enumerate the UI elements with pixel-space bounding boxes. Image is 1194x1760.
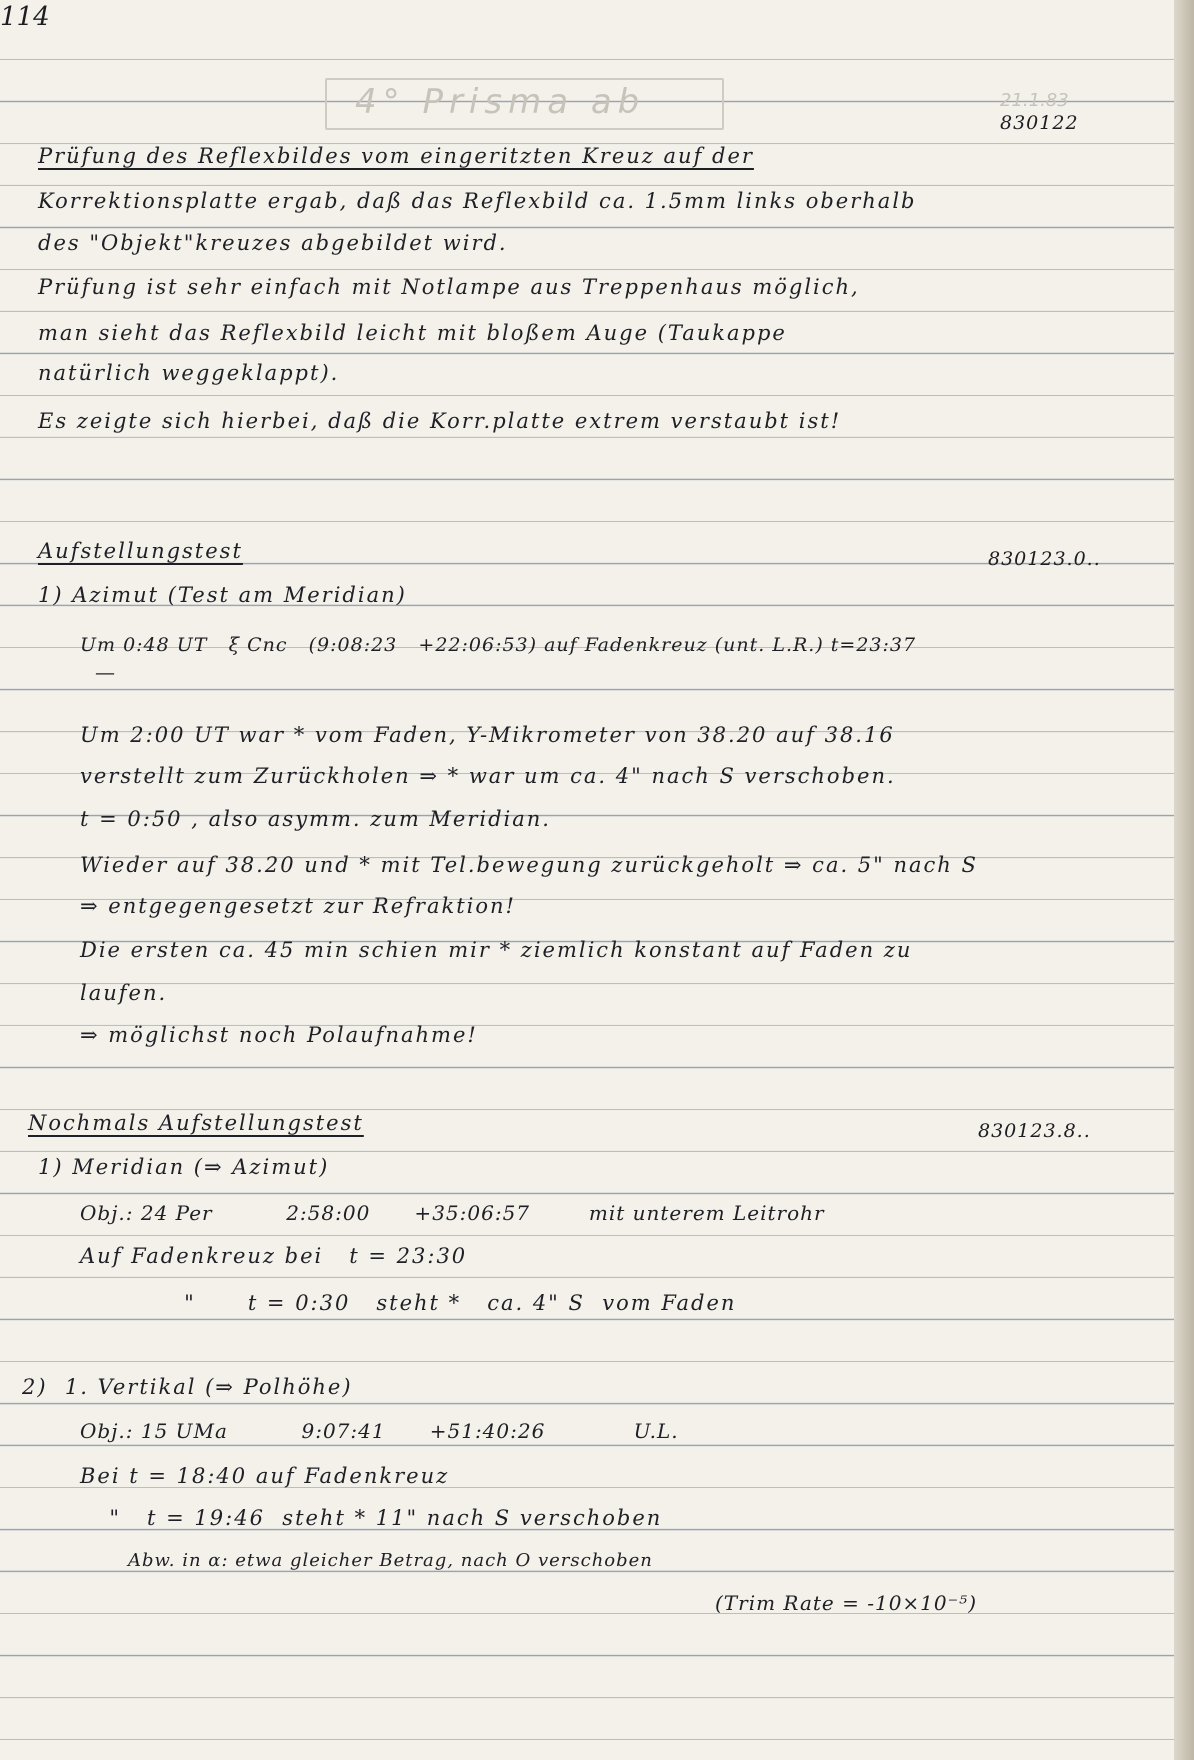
page-number: 114 <box>0 2 50 32</box>
entry3-line-3: Auf Fadenkreuz bei t = 23:30 <box>80 1244 468 1268</box>
entry1-line-4: Prüfung ist sehr einfach mit Notlampe aus Treppenhaus möglich, <box>38 275 860 299</box>
entry1-line-7: Es zeigte sich hierbei, daß die Korr.platte extrem verstaubt ist! <box>38 409 842 433</box>
entry2-line-2: Um 0:48 UT ξ Cnc (9:08:23 +22:06:53) auf Fadenkreuz (unt. L.R.) t=23:37 <box>80 634 917 656</box>
entry3-line-2: Obj.: 24 Per 2:58:00 +35:06:57 mit unterem Leitrohr <box>80 1201 825 1225</box>
margin-dash-mark: — <box>95 660 115 684</box>
entry2-line-4: verstellt zum Zurückholen ⇒ * war um ca. 4" nach S verschoben. <box>80 764 896 788</box>
entry2-heading: Aufstellungstest <box>38 539 243 563</box>
bleed-through-title: 4° Prisma ab <box>355 82 646 122</box>
entry3-line-5: 2) 1. Vertikal (⇒ Polhöhe) <box>22 1375 353 1399</box>
entry2-line-3: Um 2:00 UT war * vom Faden, Y-Mikrometer von 38.20 auf 38.16 <box>80 723 895 747</box>
entry3-line-4: " t = 0:30 steht * ca. 4" S vom Faden <box>80 1291 737 1315</box>
entry1-line-5: man sieht das Reflexbild leicht mit bloßem Auge (Taukappe <box>38 321 787 345</box>
entry2-date: 830123.0.. <box>988 548 1101 570</box>
page-binding-edge <box>1174 0 1194 1760</box>
entry3-line-6: Obj.: 15 UMa 9:07:41 +51:40:26 U.L. <box>80 1419 679 1443</box>
entry3-line-8: " t = 19:46 steht * 11" nach S verschoben <box>92 1506 663 1530</box>
entry3-date: 830123.8.. <box>978 1120 1091 1142</box>
entry1-line-3: des "Objekt"kreuzes abgebildet wird. <box>38 231 508 255</box>
entry3-line-10: (Trim Rate = -10×10⁻⁵) <box>715 1591 977 1615</box>
entry2-line-5: t = 0:50 , also asymm. zum Meridian. <box>80 807 551 831</box>
entry1-line-6: natürlich weggeklappt). <box>38 361 340 385</box>
entry3-line-9: Abw. in α: etwa gleicher Betrag, nach O verschoben <box>128 1550 653 1571</box>
entry2-line-9: laufen. <box>80 981 168 1005</box>
entry3-heading: Nochmals Aufstellungstest <box>28 1111 364 1135</box>
entry1-date: 830122 <box>1000 112 1079 134</box>
entry2-line-7: ⇒ entgegengesetzt zur Refraktion! <box>80 894 516 918</box>
entry1-line-2: Korrektionsplatte ergab, daß das Reflexbild ca. 1.5mm links oberhalb <box>38 189 917 213</box>
entry2-line-8: Die ersten ca. 45 min schien mir * ziemlich konstant auf Faden zu <box>80 938 913 962</box>
entry2-line-10: ⇒ möglichst noch Polaufnahme! <box>80 1023 478 1047</box>
entry3-line-7: Bei t = 18:40 auf Fadenkreuz <box>80 1464 450 1488</box>
entry2-line-1: 1) Azimut (Test am Meridian) <box>38 583 407 607</box>
bleed-through-date: 21.1.83 <box>1000 90 1069 111</box>
entry2-line-6: Wieder auf 38.20 und * mit Tel.bewegung zurückgeholt ⇒ ca. 5" nach S <box>80 853 978 877</box>
entry3-line-1: 1) Meridian (⇒ Azimut) <box>38 1155 330 1179</box>
entry1-line-1: Prüfung des Reflexbildes vom eingeritzten Kreuz auf der <box>38 144 754 168</box>
